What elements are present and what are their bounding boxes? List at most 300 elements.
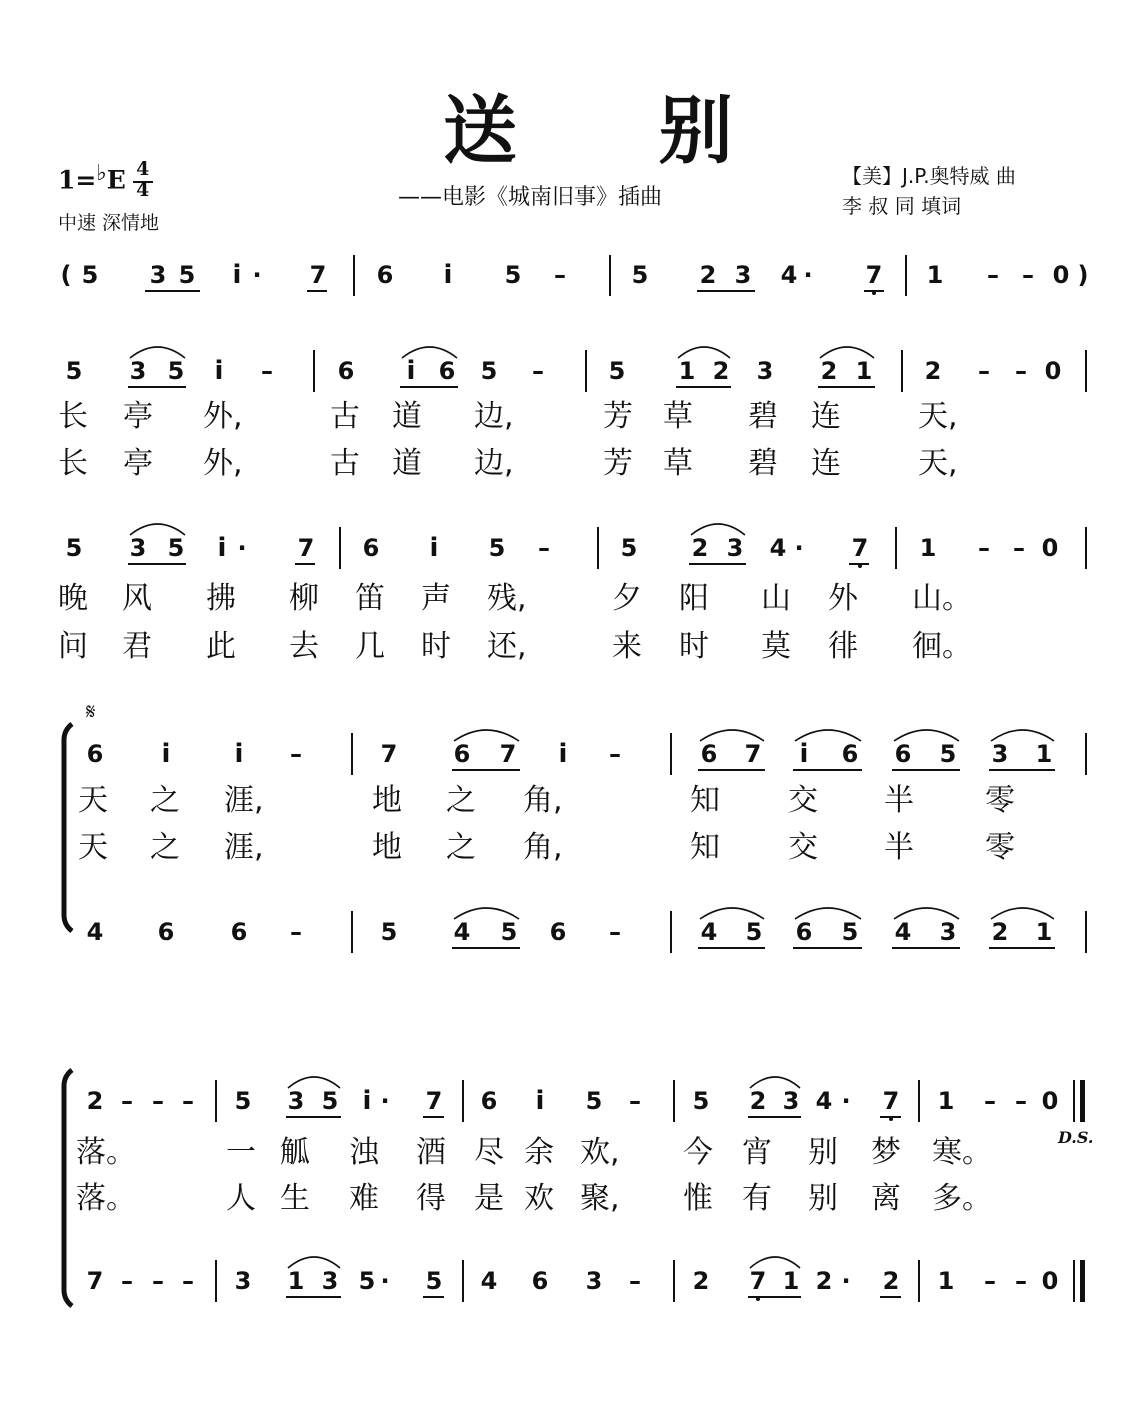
lyric-syllable: 半: [884, 830, 914, 865]
lyric-syllable: 聚,: [580, 1181, 620, 1216]
lyric-syllable: 离: [871, 1181, 901, 1216]
barline: [351, 911, 353, 953]
jianpu-note: i: [232, 260, 242, 290]
jianpu-note: ·: [380, 1087, 390, 1115]
beam-underline: [989, 769, 1055, 771]
jianpu-note: –: [1015, 1267, 1027, 1295]
jianpu-note: 5: [167, 534, 185, 562]
lyric-syllable: 徊。: [912, 629, 972, 664]
lyric-syllable: 拂: [206, 581, 236, 616]
lyric-syllable: 晚: [58, 581, 88, 616]
jianpu-note: 4: [700, 918, 718, 946]
barline: [670, 911, 672, 953]
system-bracket: [64, 1070, 72, 1306]
jianpu-note: 5: [425, 1267, 443, 1295]
jianpu-note: 6: [230, 918, 248, 946]
jianpu-note: 6: [438, 357, 456, 385]
beam-underline: [286, 1116, 341, 1118]
jianpu-note: 1: [1035, 740, 1053, 768]
beam-underline: [423, 1296, 444, 1298]
lyric-syllable: 觚: [280, 1135, 310, 1170]
lyric-syllable: 道: [392, 399, 422, 434]
jianpu-note: 1: [919, 534, 937, 562]
jianpu-note: 0: [1052, 261, 1070, 289]
key-letter: E: [106, 165, 126, 195]
lyric-syllable: 角,: [523, 830, 563, 865]
jianpu-note: 5: [358, 1267, 376, 1295]
lyric-syllable: 去: [289, 629, 319, 664]
jianpu-note: 5: [380, 918, 398, 946]
jianpu-note: 3: [939, 918, 957, 946]
jianpu-note: 2: [86, 1087, 104, 1115]
jianpu-note: –: [261, 357, 273, 385]
jianpu-note: i: [214, 356, 224, 386]
beam-underline: [307, 290, 327, 292]
jianpu-note: 6: [157, 918, 175, 946]
lyric-syllable: 外,: [203, 399, 243, 434]
jianpu-note: 2: [699, 261, 717, 289]
lyric-syllable: 欢: [524, 1181, 554, 1216]
jianpu-note: –: [984, 1087, 996, 1115]
jianpu-note: 6: [376, 261, 394, 289]
jianpu-note: 5: [178, 261, 196, 289]
jianpu-note: 3: [726, 534, 744, 562]
lyric-syllable: 连: [811, 399, 841, 434]
jianpu-note: i: [429, 533, 439, 563]
jianpu-note: 2: [924, 357, 942, 385]
lyric-syllable: 连: [811, 446, 841, 481]
lyric-syllable: 别: [808, 1181, 838, 1216]
lyric-syllable: 梦: [871, 1135, 901, 1170]
lyric-syllable: 一: [226, 1135, 256, 1170]
lyric-syllable: 之: [150, 830, 180, 865]
lyric-syllable: 惟: [683, 1181, 713, 1216]
jianpu-note: 4: [894, 918, 912, 946]
jianpu-note: 5: [81, 261, 99, 289]
jianpu-note: ·: [841, 1087, 851, 1115]
beam-underline: [892, 769, 960, 771]
lyric-syllable: 古: [330, 399, 360, 434]
jianpu-note: 6: [549, 918, 567, 946]
lyric-syllable: 地: [372, 783, 402, 818]
jianpu-note: –: [290, 740, 302, 768]
key-signature: [58, 158, 154, 202]
composer-credit: 【美】J.P.奥特威 曲: [842, 164, 1016, 188]
jianpu-note: 3: [234, 1267, 252, 1295]
lyric-syllable: 时: [679, 629, 709, 664]
jianpu-note: –: [182, 1267, 194, 1295]
jianpu-note: i: [362, 1086, 372, 1116]
jianpu-note: –: [532, 357, 544, 385]
jianpu-note: 6: [362, 534, 380, 562]
jianpu-note: –: [121, 1087, 133, 1115]
system-bracket: [64, 724, 72, 931]
jianpu-note: ·: [252, 261, 262, 289]
beam-underline: [698, 769, 765, 771]
beam-underline: [128, 386, 186, 388]
jianpu-note: ·: [237, 534, 247, 562]
lyric-syllable: 角,: [523, 783, 563, 818]
jianpu-note: 1: [937, 1267, 955, 1295]
barline: [462, 1260, 464, 1302]
lyric-syllable: 外,: [203, 446, 243, 481]
lyric-syllable: 天,: [918, 399, 958, 434]
lyric-syllable: 草: [663, 446, 693, 481]
beam-underline: [295, 563, 315, 565]
jianpu-note: –: [987, 261, 999, 289]
jianpu-note: –: [290, 918, 302, 946]
lyric-syllable: 芳: [603, 399, 633, 434]
jianpu-note: 3: [129, 534, 147, 562]
jianpu-note: 6: [795, 918, 813, 946]
beam-underline: [128, 563, 186, 565]
jianpu-note: 0: [1041, 1087, 1059, 1115]
lyric-syllable: 之: [446, 830, 476, 865]
lyric-syllable: 天: [78, 830, 108, 865]
barline: [609, 255, 611, 296]
jianpu-note: 1: [287, 1267, 305, 1295]
jianpu-note: –: [121, 1267, 133, 1295]
lyric-syllable: 古: [330, 446, 360, 481]
jianpu-note: 1: [1035, 918, 1053, 946]
song-title: 送 别: [443, 88, 791, 174]
jianpu-note: i: [558, 739, 568, 769]
lyric-syllable: 之: [150, 783, 180, 818]
lyric-syllable: 笛: [355, 581, 385, 616]
jianpu-note: 5: [585, 1087, 603, 1115]
beam-underline: [793, 947, 862, 949]
beam-underline: [698, 947, 765, 949]
barline: [901, 350, 903, 392]
lyric-syllable: 欢,: [580, 1135, 620, 1170]
lyric-syllable: 浊: [349, 1135, 379, 1170]
jianpu-note: –: [629, 1087, 641, 1115]
jianpu-note: –: [554, 261, 566, 289]
jianpu-note: 0: [1044, 357, 1062, 385]
jianpu-note: 2: [882, 1267, 900, 1295]
jianpu-note: 5: [608, 357, 626, 385]
lyric-syllable: 余: [524, 1135, 554, 1170]
jianpu-note: 2: [815, 1267, 833, 1295]
lyric-syllable: 天,: [918, 446, 958, 481]
final-barline: [1080, 1260, 1085, 1302]
barline: [918, 1080, 920, 1122]
barline: [313, 350, 315, 392]
barline: [1073, 1080, 1075, 1122]
lyric-syllable: 难: [349, 1181, 379, 1216]
lyric-syllable: 山。: [912, 581, 972, 616]
beam-underline: [818, 386, 875, 388]
lyric-syllable: 几: [355, 629, 385, 664]
jianpu-note: 5: [488, 534, 506, 562]
jianpu-note: 5: [692, 1087, 710, 1115]
beam-underline: [400, 386, 458, 388]
jianpu-note: 5: [631, 261, 649, 289]
barline: [585, 350, 587, 392]
lyric-syllable: 尽: [474, 1135, 504, 1170]
jianpu-note: 1: [678, 357, 696, 385]
lyric-syllable: 来: [612, 629, 642, 664]
segno-sign: 𝄋: [86, 700, 96, 725]
tempo-marking: 中速 深情地: [58, 212, 160, 234]
lyric-syllable: 涯,: [224, 830, 264, 865]
jianpu-note: –: [1013, 534, 1025, 562]
barline: [905, 255, 907, 296]
jianpu-note: –: [1022, 261, 1034, 289]
jianpu-note: 4: [815, 1087, 833, 1115]
jianpu-note: 1: [855, 357, 873, 385]
lyric-syllable: 长: [58, 446, 88, 481]
beam-underline: [880, 1296, 901, 1298]
jianpu-note: 7: [380, 740, 398, 768]
lyric-syllable: 还,: [487, 629, 527, 664]
lyric-syllable: 半: [884, 783, 914, 818]
final-barline: [1080, 1080, 1085, 1122]
jianpu-note: i: [234, 739, 244, 769]
lyric-syllable: 残,: [487, 581, 527, 616]
beam-underline: [989, 947, 1055, 949]
jianpu-note: 3: [585, 1267, 603, 1295]
lyric-syllable: 莫: [761, 629, 791, 664]
jianpu-note: 3: [782, 1087, 800, 1115]
jianpu-note: ·: [794, 534, 804, 562]
jianpu-note: i: [443, 260, 453, 290]
lyric-syllable: 得: [416, 1181, 446, 1216]
lyric-syllable: 之: [446, 783, 476, 818]
beam-underline: [689, 563, 746, 565]
jianpu-note: –: [538, 534, 550, 562]
jianpu-note: –: [152, 1087, 164, 1115]
key-prefix: 1=: [58, 165, 97, 195]
barline: [1085, 911, 1087, 953]
lyric-syllable: 是: [474, 1181, 504, 1216]
jianpu-note: –: [978, 357, 990, 385]
jianpu-note: 5: [480, 357, 498, 385]
jianpu-note: 5: [500, 918, 518, 946]
jianpu-note: –: [984, 1267, 996, 1295]
lyric-syllable: 问: [58, 629, 88, 664]
parenthesis: (: [60, 261, 72, 289]
jianpu-note: 4: [453, 918, 471, 946]
lyric-syllable: 芳: [603, 446, 633, 481]
beam-underline: [793, 769, 862, 771]
jianpu-note: 2: [991, 918, 1009, 946]
lyric-syllable: 交: [788, 783, 818, 818]
lyric-syllable: 声: [421, 581, 451, 616]
lyric-syllable: 夕: [612, 581, 642, 616]
beam-underline: [864, 290, 884, 292]
jianpu-note: 3: [734, 261, 752, 289]
beam-underline: [452, 947, 520, 949]
barline: [597, 527, 599, 569]
lyric-syllable: 柳: [289, 581, 319, 616]
lyric-syllable: 外: [828, 581, 858, 616]
jianpu-note: 6: [480, 1087, 498, 1115]
jianpu-note: 7: [865, 261, 883, 289]
jianpu-note: –: [1015, 357, 1027, 385]
lyric-syllable: 风: [122, 581, 152, 616]
beam-underline: [880, 1116, 901, 1118]
beam-underline: [286, 1296, 341, 1298]
jianpu-note: 0: [1041, 534, 1059, 562]
jianpu-note: 5: [745, 918, 763, 946]
jianpu-note: 7: [297, 534, 315, 562]
barline: [339, 527, 341, 569]
jianpu-note: 5: [939, 740, 957, 768]
jianpu-note: ·: [803, 261, 813, 289]
jianpu-note: 5: [321, 1087, 339, 1115]
lyric-syllable: 山: [761, 581, 791, 616]
jianpu-note: 5: [65, 357, 83, 385]
lyric-syllable: 地: [372, 830, 402, 865]
jianpu-note: 2: [820, 357, 838, 385]
jianpu-note: i: [217, 533, 227, 563]
jianpu-note: –: [152, 1267, 164, 1295]
lyric-syllable: 草: [663, 399, 693, 434]
time-signature: [132, 158, 154, 202]
lyric-syllable: 知: [690, 830, 720, 865]
barline: [1073, 1260, 1075, 1302]
subtitle: ——电影《城南旧事》插曲: [398, 185, 663, 210]
lyric-syllable: 多。: [932, 1181, 992, 1216]
jianpu-note: 6: [86, 740, 104, 768]
jianpu-note: –: [629, 1267, 641, 1295]
jianpu-note: 4: [86, 918, 104, 946]
barline: [351, 733, 353, 775]
dal-segno-mark: D.S.: [1058, 1128, 1094, 1147]
jianpu-note: 2: [692, 1267, 710, 1295]
lyric-syllable: 有: [742, 1181, 772, 1216]
parenthesis: ): [1077, 261, 1089, 289]
jianpu-note: 6: [453, 740, 471, 768]
jianpu-note: 6: [337, 357, 355, 385]
beam-underline: [748, 1296, 801, 1298]
jianpu-note: i: [535, 1086, 545, 1116]
lyric-syllable: 别: [808, 1135, 838, 1170]
jianpu-note: 6: [841, 740, 859, 768]
jianpu-note: –: [609, 740, 621, 768]
lyric-syllable: 徘: [828, 629, 858, 664]
jianpu-note: –: [182, 1087, 194, 1115]
lyric-syllable: 亭: [123, 399, 153, 434]
barline: [918, 1260, 920, 1302]
barline: [353, 255, 355, 296]
lyric-syllable: 此: [206, 629, 236, 664]
beam-underline: [423, 1116, 444, 1118]
lyricist-credit: 李 叔 同 填词: [842, 194, 962, 218]
lyric-syllable: 时: [421, 629, 451, 664]
jianpu-note: 3: [149, 261, 167, 289]
lyric-syllable: 君: [122, 629, 152, 664]
jianpu-note: 6: [700, 740, 718, 768]
jianpu-note: 7: [882, 1087, 900, 1115]
jianpu-note: 7: [86, 1267, 104, 1295]
lyric-syllable: 边,: [474, 399, 514, 434]
jianpu-note: 5: [620, 534, 638, 562]
beam-underline: [676, 386, 731, 388]
jianpu-note: i: [406, 356, 416, 386]
lyric-syllable: 天: [78, 783, 108, 818]
jianpu-note: 6: [531, 1267, 549, 1295]
beam-underline: [452, 769, 520, 771]
lyric-syllable: 宵: [742, 1135, 772, 1170]
barline: [1085, 350, 1087, 392]
jianpu-note: 0: [1041, 1267, 1059, 1295]
jianpu-note: 7: [425, 1087, 443, 1115]
lyric-syllable: 酒: [416, 1135, 446, 1170]
barline: [673, 1080, 675, 1122]
lyric-syllable: 零: [985, 830, 1015, 865]
barline: [215, 1080, 217, 1122]
beam-underline: [145, 290, 200, 292]
jianpu-note: 3: [991, 740, 1009, 768]
jianpu-note: ·: [380, 1267, 390, 1295]
jianpu-note: 3: [756, 357, 774, 385]
jianpu-note: 2: [749, 1087, 767, 1115]
jianpu-note: 1: [926, 261, 944, 289]
jianpu-note: 7: [309, 261, 327, 289]
jianpu-note: 5: [167, 357, 185, 385]
jianpu-note: 6: [894, 740, 912, 768]
beam-underline: [892, 947, 960, 949]
lyric-syllable: 寒。: [932, 1135, 992, 1170]
jianpu-note: 7: [749, 1267, 767, 1295]
jianpu-note: 7: [744, 740, 762, 768]
jianpu-note: i: [161, 739, 171, 769]
barline: [1085, 733, 1087, 775]
time-numerator: 4: [136, 158, 150, 180]
time-denominator: 4: [136, 179, 150, 201]
barline: [215, 1260, 217, 1302]
lyric-syllable: 碧: [748, 399, 778, 434]
lyric-syllable: 零: [985, 783, 1015, 818]
lyric-syllable: 亭: [123, 446, 153, 481]
jianpu-note: 1: [782, 1267, 800, 1295]
barline: [462, 1080, 464, 1122]
jianpu-note: 5: [234, 1087, 252, 1115]
lyric-syllable: 涯,: [224, 783, 264, 818]
jianpu-note: 4: [769, 534, 787, 562]
barline: [895, 527, 897, 569]
lyric-syllable: 落。: [76, 1135, 136, 1170]
jianpu-note: 7: [499, 740, 517, 768]
lyric-syllable: 今: [683, 1135, 713, 1170]
jianpu-note: i: [799, 739, 809, 769]
barline: [1085, 527, 1087, 569]
beam-underline: [697, 290, 755, 292]
lyric-syllable: 生: [280, 1181, 310, 1216]
jianpu-note: 5: [504, 261, 522, 289]
jianpu-note: 3: [129, 357, 147, 385]
jianpu-note: 2: [712, 357, 730, 385]
jianpu-note: 2: [691, 534, 709, 562]
lyric-syllable: 长: [58, 399, 88, 434]
jianpu-note: 3: [321, 1267, 339, 1295]
lyric-syllable: 人: [226, 1181, 256, 1216]
jianpu-note: ·: [841, 1267, 851, 1295]
jianpu-note: 4: [780, 261, 798, 289]
lyric-syllable: 知: [690, 783, 720, 818]
barline: [670, 733, 672, 775]
lyric-syllable: 道: [392, 446, 422, 481]
beam-underline: [748, 1116, 801, 1118]
jianpu-note: –: [609, 918, 621, 946]
lyric-syllable: 阳: [679, 581, 709, 616]
flat-sign: ♭: [96, 159, 107, 186]
jianpu-note: –: [1015, 1087, 1027, 1115]
jianpu-note: 7: [851, 534, 869, 562]
barline: [673, 1260, 675, 1302]
